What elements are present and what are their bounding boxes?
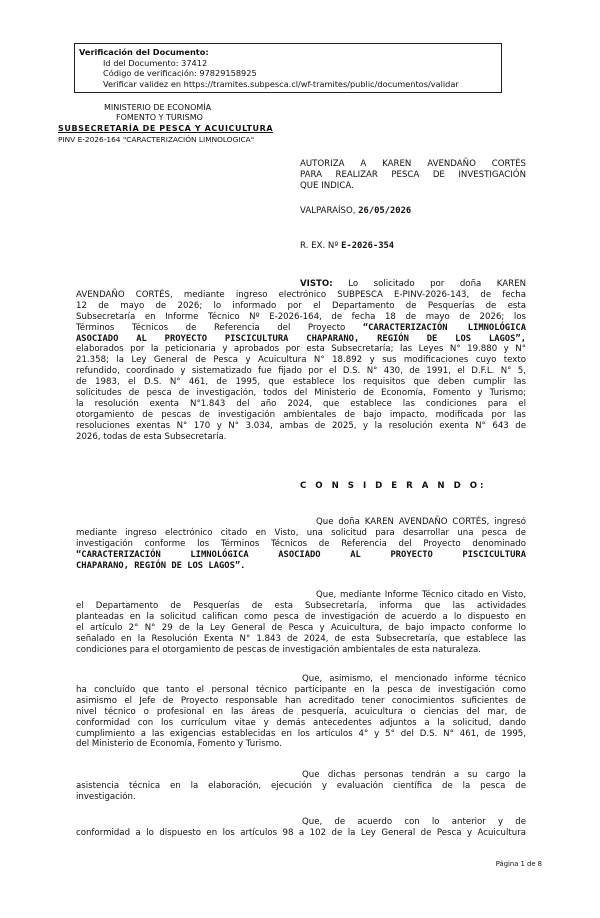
considerando-title: C O N S I D E R A N D O:	[300, 481, 487, 491]
page-number: Página 1 de 8	[495, 860, 542, 868]
visto-line: refundido, coordinado y sistematizado fue fijado por el D.S. N° 430, de 1991, el D.F.L. N° 5,	[76, 366, 526, 377]
visto-line: otorgamiento de pescas de investigación ambientales de bajo impacto, modificada por las	[76, 409, 526, 420]
considerando-paragraph-3: Que, asimismo, el mencionado informe técnico ha concluido que tanto el personal técnico participante en la pesca de investigación como asimismo el Jefe de Proyecto responsable han acreditado tener conocimientos suficientes de nivel técnico o profesional en las áreas de pesquería, acuicultura o ciencias del mar, de conformidad con los currículum vitae y demás antecedentes adjuntos a la solicitud, dando cumplimiento a las exigencias establecidas en los artículos 4° y 5° del D.S. N° 461, de 1995, del Ministerio de Economía, Fomento y Turismo.	[76, 674, 526, 750]
verification-url[interactable]: • Verificar validez en https://tramites.subpesca.cl/wf-tramites/public/documentos/validar	[103, 79, 497, 90]
visto-line: Subsecretaría en Informe Técnico Nº E-2026-164, de fecha 18 de mayo de 2026; los	[76, 311, 526, 322]
ministry-line-1: MINISTERIO DE ECONOMÍA	[104, 103, 212, 112]
place-label: VALPARAÍSO,	[300, 206, 359, 216]
visto-first-line: VISTO: Lo solicitado por doña KAREN	[300, 279, 526, 289]
place-date	[300, 206, 411, 217]
considerando-paragraph-5: Que, de acuerdo con lo anterior y de conformidad a lo dispuesto en los artículos 98 a 102 de la Ley General de Pesca y Acuicultura	[76, 817, 526, 838]
visto-line: la resolución exenta N°1.843 del año 2024, que establece las condiciones para el	[76, 398, 526, 409]
visto-section	[76, 279, 526, 443]
verification-id: • Id del Documento: 37412	[103, 58, 497, 69]
summary-line: AUTORIZA A KAREN AVENDAÑO CORTÉS	[300, 159, 526, 169]
visto-line: elaborados por la peticionaria y aprobados por esta Subsecretaría; las Leyes N° 19.880 y N°	[76, 344, 526, 355]
document-reference: PINV E-2026-164 "CARACTERIZACIÓN LIMNOLOGICA"	[58, 135, 255, 144]
rex-number: E-2026-354	[341, 241, 395, 251]
verification-code: • Código de verificación: 97829158925	[103, 68, 497, 79]
considerando-paragraph-1: Que doña KAREN AVENDAÑO CORTÉS, ingresó mediante ingreso electrónico citado en Visto, una solicitud para desarrollar una pesca de investigación conforme los Términos Técnicos de Referencia del Proyecto denominado “CARACTERIZACIÓN LIMNOLÓGICA ASOCIADO AL PROYECTO PISCICULTURA CHAPARANO, REGIÓN DE LOS LAGOS”.	[76, 517, 526, 571]
visto-label: VISTO:	[300, 279, 333, 289]
verification-list	[79, 58, 497, 90]
visto-line: Términos Técnicos de Referencia del Proyecto “CARACTERIZACIÓN LIMNOLÓGICA	[76, 322, 526, 333]
considerando-paragraph-4: Que dichas personas tendrán a su cargo la asistencia técnica en la elaboración, ejecución y evaluación científica de la pesca de investigación.	[76, 770, 526, 802]
resolution-date: 26/05/2026	[358, 206, 412, 216]
visto-line: 2026, todas de esta Subsecretaría.	[76, 431, 227, 442]
visto-line: AVENDAÑO CORTÉS, mediante ingreso electrónico SUBPESCA E-PINV-2026-143, de fecha	[76, 289, 526, 300]
rex-prefix: R. EX. Nº	[300, 241, 342, 251]
visto-line: solicitudes de pesca de investigación, todos del Ministerio de Economía, Fomento y Turismo;	[76, 388, 526, 399]
subsecretaria-name: SUBSECRETARÍA DE PESCA Y ACUICULTURA	[58, 124, 274, 133]
visto-line: resoluciones exentas N° 170 y N° 3.034, ambas de 2025, y la resolución exenta N° 643 de	[76, 420, 526, 431]
visto-line: 12 de mayo de 2026; lo informado por el Departamento de Pesquerías de esta	[76, 300, 526, 311]
ministry-line-2: FOMENTO Y TURISMO	[116, 113, 203, 122]
visto-line: de 1983, el D.S. N° 461, de 1995, que establece los requisitos que deben cumplir las	[76, 377, 526, 388]
resolution-number	[300, 241, 394, 252]
resolution-summary	[300, 159, 526, 192]
verification-title: Verificación del Documento:	[79, 47, 209, 57]
summary-line: PARA REALIZAR PESCA DE INVESTIGACIÓN	[300, 169, 526, 180]
considerando-paragraph-2: Que, mediante Informe Técnico citado en Visto, el Departamento de Pesquerías de esta Subsecretaría, informa que las actividades planteadas en la solicitud califican como pesca de investigación de acuerdo a lo dispuesto en el artículo 2° N° 29 de la Ley General de Pesca y Acuicultura, de bajo impacto conforme lo señalado en la Resolución Exenta N° 1.843 de 2024, de esta Subsecretaría, que establece las condiciones para el otorgamiento de pescas de investigación ambientales de esta naturaleza.	[76, 590, 526, 655]
visto-line: 21.358; la Ley General de Pesca y Acuicultura N° 18.892 y sus modificaciones cuyo texto	[76, 355, 526, 366]
visto-line: ASOCIADO AL PROYECTO PISCICULTURA CHAPARANO, REGIÓN DE LOS LAGOS”,	[76, 333, 526, 344]
verification-box	[74, 43, 502, 93]
summary-line: QUE INDICA.	[300, 180, 354, 191]
